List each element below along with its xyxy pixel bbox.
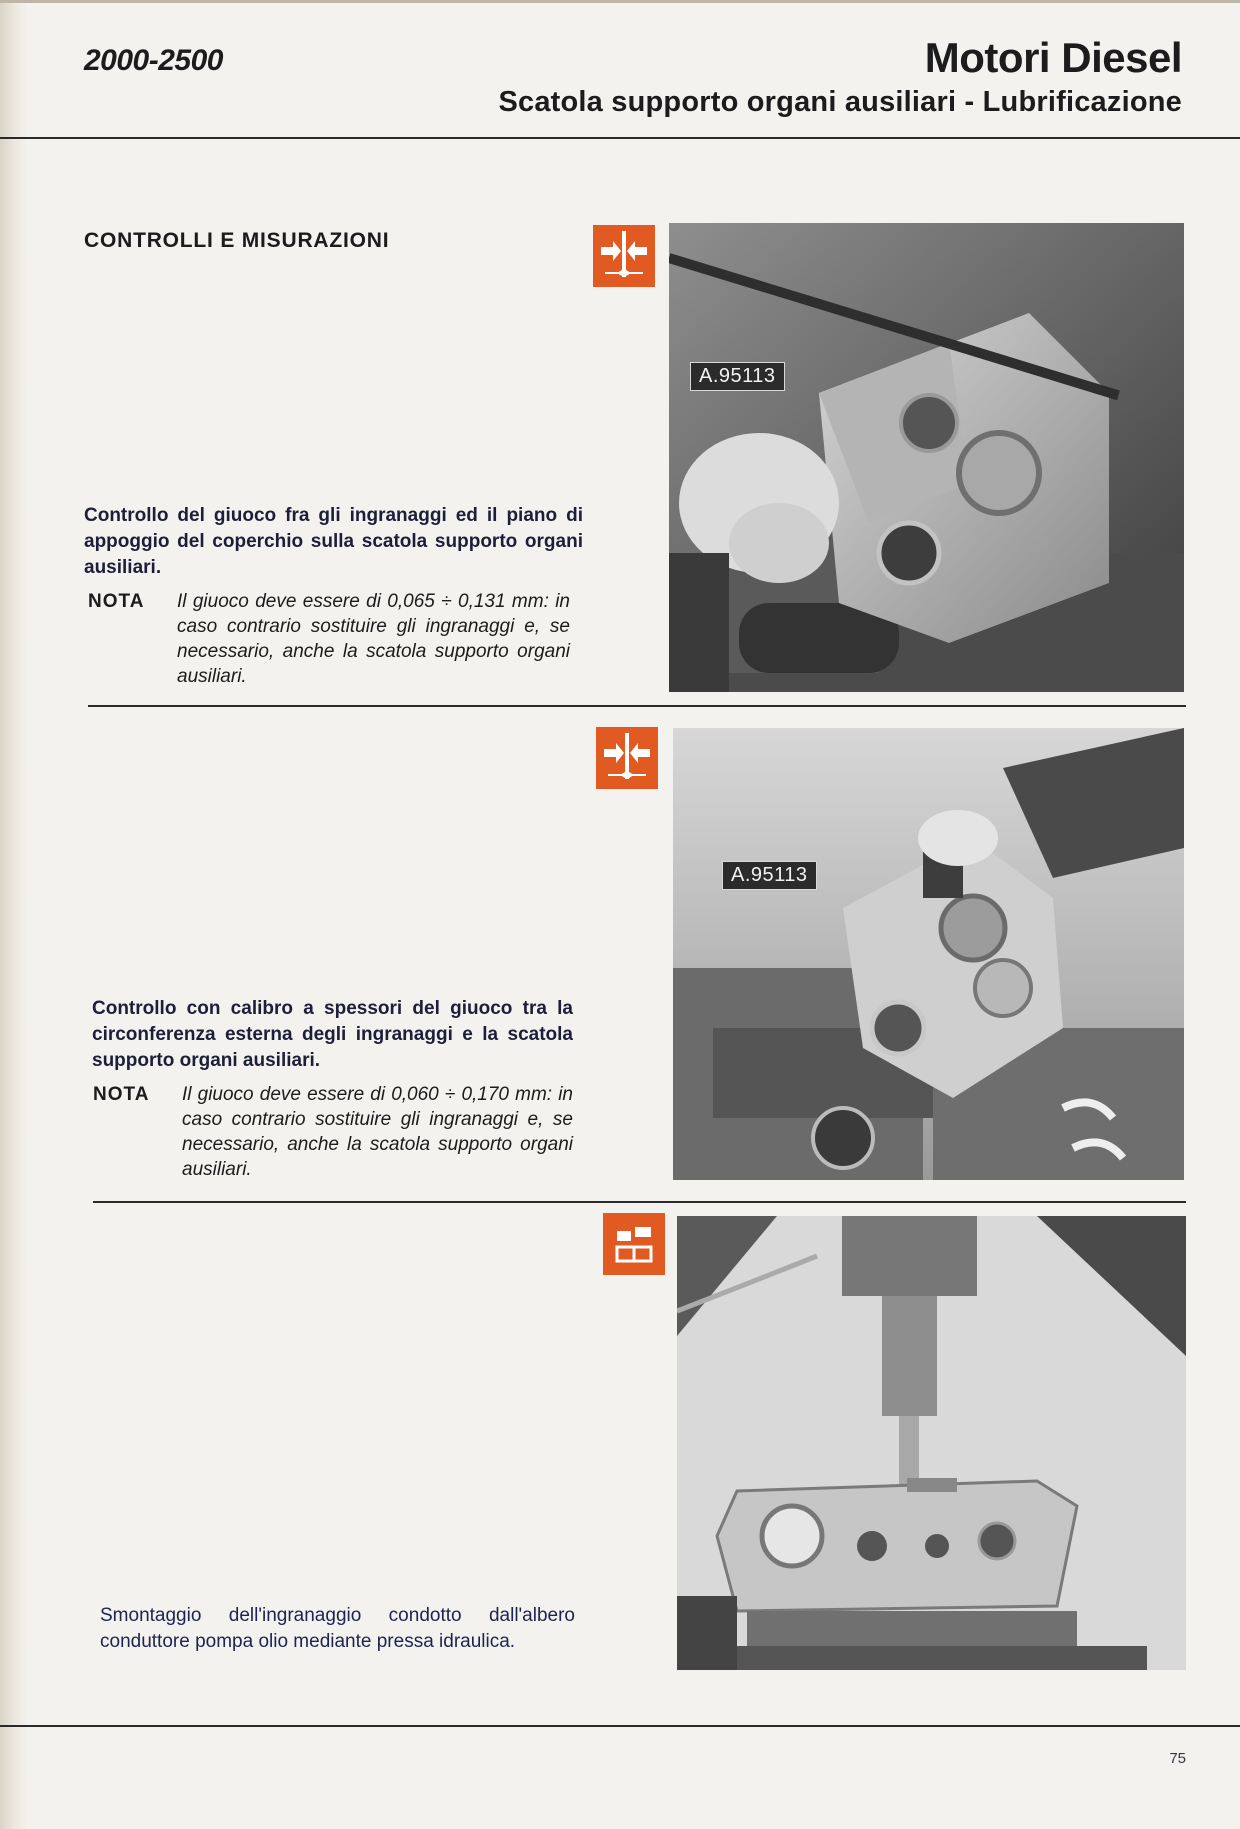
note-label: NOTA	[93, 1084, 150, 1105]
section-heading: CONTROLLI E MISURAZIONI	[84, 229, 390, 252]
photo-hydraulic-press	[677, 1216, 1186, 1670]
measure-gap-icon	[593, 225, 655, 287]
page-title: Motori Diesel	[924, 34, 1182, 81]
tool-ref-label: A.95113	[690, 362, 785, 391]
header-rule	[0, 137, 1240, 139]
step-note	[93, 1082, 573, 1182]
step-note	[88, 589, 570, 689]
note-label: NOTA	[88, 591, 145, 612]
note-text: Il giuoco deve essere di 0,060 ÷ 0,170 mm: in caso contrario sostituire gli ingranaggi e, se necessario, anche la scatola supporto organi ausiliari.	[182, 1084, 573, 1180]
section-divider	[93, 1201, 1186, 1203]
measure-gap-icon	[596, 727, 658, 789]
step-caption: Controllo del giuoco fra gli ingranaggi ed il piano di appoggio del coperchio sulla scatola supporto organi ausiliari.	[84, 505, 583, 578]
page-binding-edge	[0, 0, 28, 1829]
step-caption: Smontaggio dell'ingranaggio condotto dall'albero conduttore pompa olio mediante pressa idraulica.	[100, 1605, 575, 1652]
photo-feeler-gauge-straightedge	[669, 223, 1184, 692]
note-text: Il giuoco deve essere di 0,065 ÷ 0,131 mm: in caso contrario sostituire gli ingranaggi e, se necessario, anche la scatola supporto organi ausiliari.	[177, 591, 570, 687]
footer-rule	[0, 1725, 1240, 1727]
step-caption: Controllo con calibro a spessori del giuoco tra la circonferenza esterna degli ingranaggi e la scatola supporto organi ausiliari.	[92, 998, 573, 1071]
tool-ref-label: A.95113	[722, 861, 817, 890]
photo-feeler-gauge-gear	[673, 728, 1184, 1180]
disassembly-icon	[603, 1213, 665, 1275]
page-number: 75	[1169, 1750, 1186, 1767]
section-divider	[88, 705, 1186, 707]
page-subtitle: Scatola supporto organi ausiliari - Lubrificazione	[498, 86, 1182, 118]
top-rule	[0, 0, 1240, 3]
model-code: 2000-2500	[84, 44, 223, 77]
